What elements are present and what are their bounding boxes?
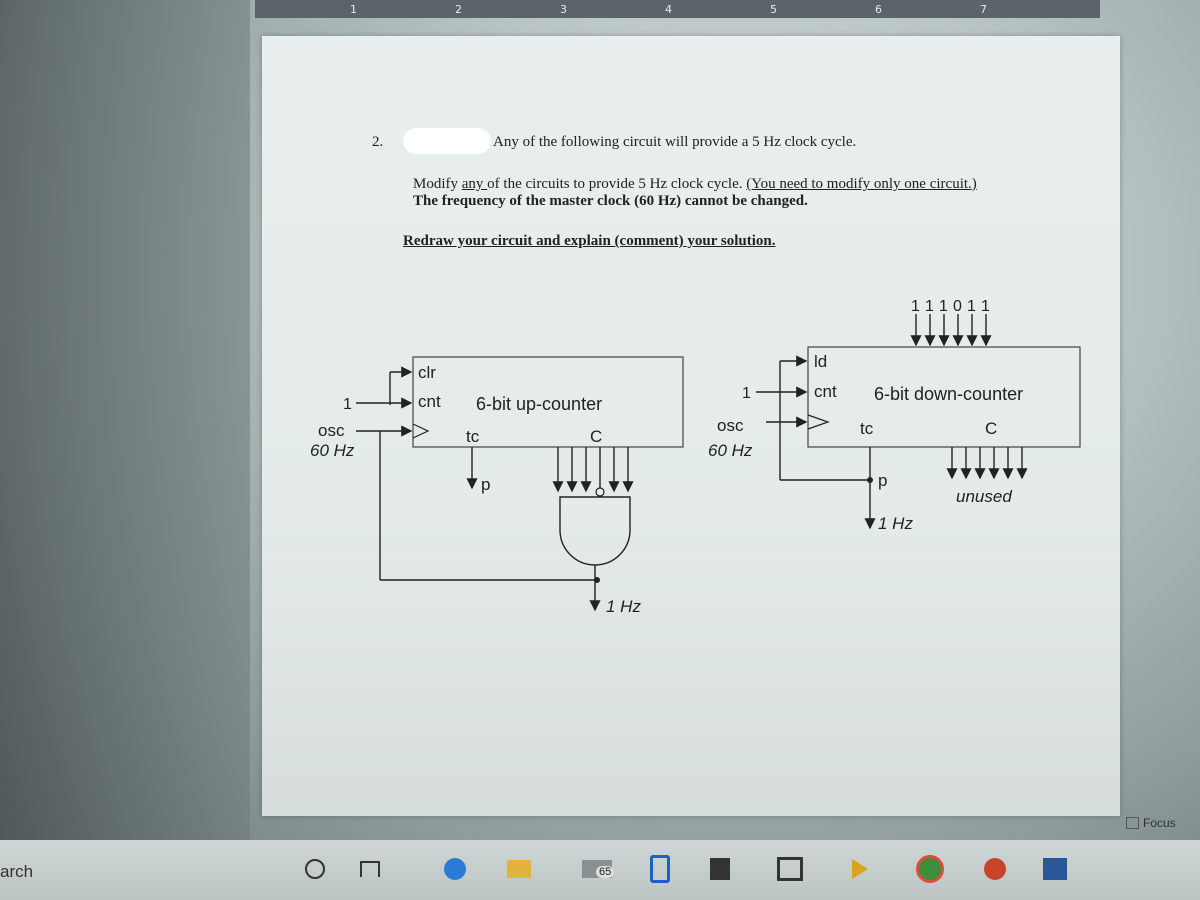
- ruler-mark: 6: [875, 3, 882, 16]
- clock-triangle: [413, 424, 428, 438]
- taskbar: [0, 840, 1200, 900]
- ruler-mark: 4: [665, 3, 672, 16]
- ruler-mark: 2: [455, 3, 462, 16]
- question-number: 2.: [372, 134, 384, 150]
- instruction-text: of the circuits to provide 5 Hz clock cycle.: [487, 176, 747, 192]
- cortana-circle-icon[interactable]: [300, 854, 330, 884]
- question-intro: Any of the following circuit will provide a 5 Hz clock cycle.: [493, 134, 857, 150]
- c-label: C: [590, 427, 603, 446]
- ruler-mark: 7: [980, 3, 987, 16]
- ruler-mark: 5: [770, 3, 777, 16]
- cnt-label: cnt: [814, 382, 837, 401]
- p-label: p: [878, 471, 888, 490]
- ruler-mark: 3: [560, 3, 567, 16]
- instruction-line-2: The frequency of the master clock (60 Hz) cannot be changed.: [413, 193, 808, 209]
- instruction-text: (You need to modify only one circuit.): [746, 176, 977, 192]
- edge-icon[interactable]: [440, 854, 470, 884]
- freq-in-label: 60 Hz: [310, 441, 355, 460]
- const-one-label: 1: [343, 396, 352, 413]
- instruction-line-3: Redraw your circuit and explain (comment) your solution.: [403, 233, 776, 249]
- powerpoint-icon[interactable]: [980, 854, 1010, 884]
- focus-icon: [1126, 817, 1139, 829]
- freq-out-label: 1 Hz: [606, 597, 641, 616]
- load-bit-label: 1: [911, 298, 920, 315]
- arrow-icon[interactable]: [845, 854, 875, 884]
- focus-label: Focus: [1143, 816, 1176, 830]
- inverter-bubble: [596, 488, 604, 496]
- cnt-label: cnt: [418, 392, 441, 411]
- mail-icon[interactable]: [577, 854, 617, 884]
- instruction-text: any: [461, 176, 488, 192]
- load-bit-label: 0: [953, 298, 962, 315]
- up-counter-title: 6-bit up-counter: [476, 394, 603, 414]
- store-icon[interactable]: [775, 854, 805, 884]
- clr-label: clr: [418, 363, 436, 382]
- clock-triangle: [808, 415, 828, 429]
- task-view-icon[interactable]: [355, 854, 385, 884]
- word-icon[interactable]: [1040, 854, 1070, 884]
- calculator-icon[interactable]: [705, 854, 735, 884]
- file-explorer-icon[interactable]: [504, 854, 534, 884]
- chrome-icon[interactable]: [915, 854, 945, 884]
- c-label: C: [985, 419, 998, 438]
- up-counter-circuit: [310, 357, 683, 616]
- instruction-text: Modify: [413, 176, 462, 192]
- down-counter-circuit: [708, 298, 1080, 533]
- mail-badge: 65: [596, 866, 614, 878]
- and-gate: [560, 497, 630, 565]
- load-bit-label: 1: [939, 298, 948, 315]
- freq-out-label: 1 Hz: [878, 514, 913, 533]
- freq-in-label: 60 Hz: [708, 441, 753, 460]
- ld-label: ld: [814, 352, 828, 371]
- down-counter-title: 6-bit down-counter: [874, 384, 1024, 404]
- p-label: p: [481, 475, 491, 494]
- osc-label: osc: [318, 421, 345, 440]
- unused-label: unused: [956, 487, 1012, 506]
- load-bit-label: 1: [981, 298, 990, 315]
- focus-button[interactable]: [1126, 816, 1176, 830]
- load-bit-label: 1: [967, 298, 976, 315]
- ruler-mark: 1: [350, 3, 357, 16]
- search-box[interactable]: arch: [0, 862, 34, 881]
- phone-icon[interactable]: [645, 854, 675, 884]
- tc-label: tc: [466, 427, 480, 446]
- osc-label: osc: [717, 416, 744, 435]
- tc-label: tc: [860, 419, 874, 438]
- const-one-label: 1: [742, 385, 751, 402]
- load-bit-label: 1: [925, 298, 934, 315]
